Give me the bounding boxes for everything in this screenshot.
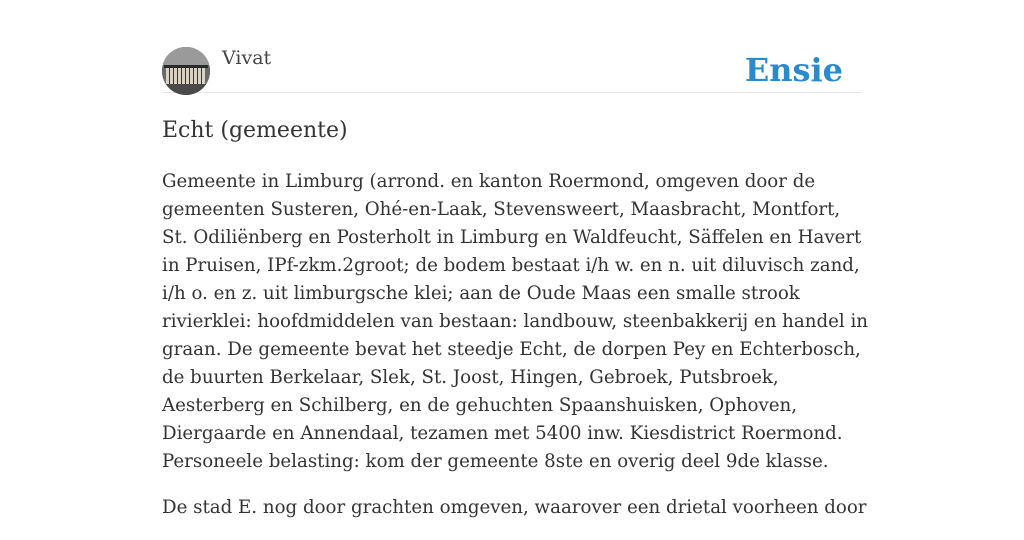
entry-title: Echt (gemeente) bbox=[162, 118, 348, 143]
source-name[interactable]: Vivat bbox=[222, 47, 272, 69]
source-avatar[interactable] bbox=[162, 47, 210, 95]
entry-paragraph: De stad E. nog door grachten omgeven, waarover een drietal voorheen door bbox=[162, 497, 867, 518]
entry-paragraph: Gemeente in Limburg (arrond. en kanton Roermond, omgeven door de gemeenten Susteren, Ohé-en-Laak, Stevensweert, Maasbracht, Montfort, St. Odiliënberg en Posterholt in Limburg en Waldfeucht, Säffelen en Havert in Pruisen, IPf-zkm.2groot; de bodem bestaat i/h w. en n. uit diluvisch zand, i/h o. en z. uit limburgsche klei; aan de Oude Maas een smalle strook rivierklei: hoofdmiddelen van bestaan: landbouw, steenbakkerij en handel in graan. De gemeente bevat het steedje Echt, de dorpen Pey en Echterbosch, de buurten Berkelaar, Slek, St. Joost, Hingen, Gebroek, Putsbroek, Aesterberg en Schilberg, en de gehuchten Spaanshuisken, Ophoven, Diergaarde en Annendaal, tezamen met 5400 inw. Kiesdistrict Roermond. Personeele belasting: kom der gemeente 8ste en overig deel 9de klasse. bbox=[162, 171, 868, 472]
entry-body bbox=[162, 168, 870, 540]
book-spines-icon bbox=[162, 47, 210, 95]
page bbox=[162, 0, 868, 518]
header bbox=[162, 0, 862, 93]
brand-logo[interactable]: Ensie bbox=[744, 51, 843, 89]
